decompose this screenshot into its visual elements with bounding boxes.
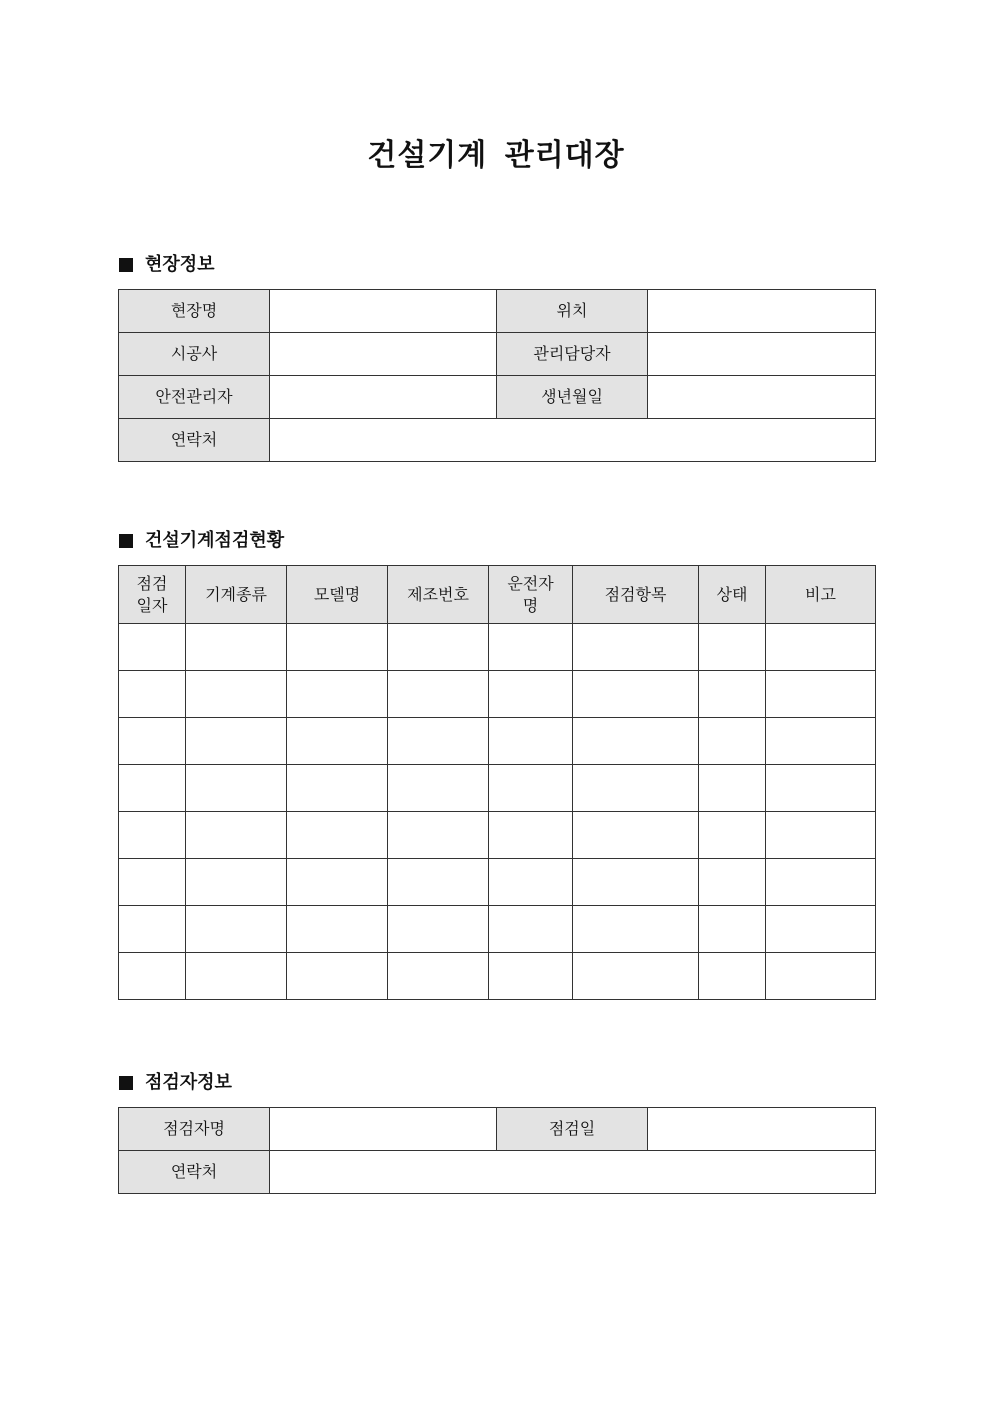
table-cell[interactable] — [186, 859, 287, 906]
table-cell[interactable] — [287, 859, 388, 906]
column-model-name: 모델명 — [287, 566, 388, 624]
inspector-name-field[interactable] — [270, 1108, 497, 1151]
square-bullet-icon — [119, 534, 133, 548]
table-cell[interactable] — [186, 671, 287, 718]
table-cell[interactable] — [489, 718, 573, 765]
table-cell[interactable] — [388, 812, 489, 859]
table-cell[interactable] — [766, 718, 876, 765]
table-cell[interactable] — [699, 765, 766, 812]
table-cell[interactable] — [489, 812, 573, 859]
contractor-label: 시공사 — [119, 333, 270, 376]
square-bullet-icon — [119, 258, 133, 272]
inspection-status-heading — [119, 529, 284, 553]
square-bullet-icon — [119, 1076, 133, 1090]
table-cell[interactable] — [573, 906, 699, 953]
contact-label: 연락처 — [119, 419, 270, 462]
table-cell[interactable] — [766, 812, 876, 859]
table-cell[interactable] — [186, 765, 287, 812]
table-cell[interactable] — [766, 765, 876, 812]
column-inspection-item: 점검항목 — [573, 566, 699, 624]
table-cell[interactable] — [573, 953, 699, 1000]
table-cell[interactable] — [489, 765, 573, 812]
table-cell[interactable] — [388, 765, 489, 812]
column-operator-name: 운전자 명 — [489, 566, 573, 624]
inspector-contact-label: 연락처 — [119, 1151, 270, 1194]
table-cell[interactable] — [489, 953, 573, 1000]
table-cell[interactable] — [186, 906, 287, 953]
table-cell[interactable] — [186, 812, 287, 859]
table-row — [119, 1151, 876, 1194]
table-cell[interactable] — [489, 859, 573, 906]
safety-manager-field[interactable] — [270, 376, 497, 419]
inspector-name-label: 점검자명 — [119, 1108, 270, 1151]
table-row — [119, 906, 876, 953]
table-cell[interactable] — [573, 765, 699, 812]
table-cell[interactable] — [186, 718, 287, 765]
inspection-date-field[interactable] — [648, 1108, 876, 1151]
table-cell[interactable] — [766, 953, 876, 1000]
table-row — [119, 376, 876, 419]
site-info-table — [118, 289, 876, 462]
table-cell[interactable] — [573, 718, 699, 765]
table-cell[interactable] — [699, 953, 766, 1000]
table-cell[interactable] — [766, 906, 876, 953]
table-row — [119, 671, 876, 718]
manager-label: 관리담당자 — [497, 333, 648, 376]
safety-manager-label: 안전관리자 — [119, 376, 270, 419]
column-status: 상태 — [699, 566, 766, 624]
table-cell[interactable] — [573, 624, 699, 671]
table-cell[interactable] — [489, 906, 573, 953]
table-cell[interactable] — [388, 953, 489, 1000]
table-cell[interactable] — [287, 765, 388, 812]
table-row — [119, 812, 876, 859]
birth-date-field[interactable] — [648, 376, 876, 419]
table-cell[interactable] — [699, 859, 766, 906]
inspection-status-heading-text: 건설기계점검현황 — [145, 530, 285, 551]
site-name-label: 현장명 — [119, 290, 270, 333]
manager-field[interactable] — [648, 333, 876, 376]
table-cell[interactable] — [388, 906, 489, 953]
table-row — [119, 1108, 876, 1151]
column-serial-number: 제조번호 — [388, 566, 489, 624]
table-cell[interactable] — [119, 624, 186, 671]
table-row — [119, 718, 876, 765]
table-cell[interactable] — [388, 624, 489, 671]
inspector-contact-field[interactable] — [270, 1151, 876, 1194]
table-cell[interactable] — [287, 624, 388, 671]
table-cell[interactable] — [699, 671, 766, 718]
inspection-status-table — [118, 565, 876, 1000]
table-cell[interactable] — [766, 624, 876, 671]
table-cell[interactable] — [119, 671, 186, 718]
table-cell[interactable] — [287, 906, 388, 953]
table-cell[interactable] — [287, 953, 388, 1000]
table-cell[interactable] — [699, 624, 766, 671]
table-row — [119, 290, 876, 333]
table-cell[interactable] — [287, 671, 388, 718]
contact-field[interactable] — [270, 419, 876, 462]
table-cell[interactable] — [388, 859, 489, 906]
site-info-heading — [119, 253, 215, 277]
table-cell[interactable] — [287, 718, 388, 765]
table-cell[interactable] — [489, 671, 573, 718]
table-row — [119, 953, 876, 1000]
table-cell[interactable] — [388, 671, 489, 718]
table-row — [119, 624, 876, 671]
table-row — [119, 419, 876, 462]
table-cell[interactable] — [573, 859, 699, 906]
site-info-heading-text: 현장정보 — [145, 254, 215, 275]
birth-date-label: 생년월일 — [497, 376, 648, 419]
table-cell[interactable] — [388, 718, 489, 765]
table-cell[interactable] — [699, 906, 766, 953]
table-cell[interactable] — [699, 812, 766, 859]
table-cell[interactable] — [573, 671, 699, 718]
table-cell[interactable] — [287, 812, 388, 859]
table-cell[interactable] — [766, 671, 876, 718]
table-cell[interactable] — [119, 765, 186, 812]
table-header-row — [119, 566, 876, 624]
table-cell[interactable] — [119, 953, 186, 1000]
table-cell[interactable] — [119, 906, 186, 953]
table-cell[interactable] — [699, 718, 766, 765]
document-title: 건설기계 관리대장 — [367, 138, 625, 173]
table-row — [119, 765, 876, 812]
location-field[interactable] — [648, 290, 876, 333]
column-inspection-date: 점검 일자 — [119, 566, 186, 624]
inspection-date-label: 점검일 — [497, 1108, 648, 1151]
inspector-info-heading — [119, 1071, 232, 1095]
table-row — [119, 333, 876, 376]
location-label: 위치 — [497, 290, 648, 333]
table-cell[interactable] — [186, 953, 287, 1000]
column-remarks: 비고 — [766, 566, 876, 624]
inspector-info-heading-text: 점검자정보 — [145, 1072, 232, 1093]
table-cell[interactable] — [573, 812, 699, 859]
table-cell[interactable] — [489, 624, 573, 671]
column-machine-type: 기계종류 — [186, 566, 287, 624]
table-cell[interactable] — [119, 812, 186, 859]
table-cell[interactable] — [119, 718, 186, 765]
site-name-field[interactable] — [270, 290, 497, 333]
inspector-info-table — [118, 1107, 876, 1194]
table-row — [119, 859, 876, 906]
table-cell[interactable] — [766, 859, 876, 906]
table-cell[interactable] — [186, 624, 287, 671]
table-cell[interactable] — [119, 859, 186, 906]
contractor-field[interactable] — [270, 333, 497, 376]
